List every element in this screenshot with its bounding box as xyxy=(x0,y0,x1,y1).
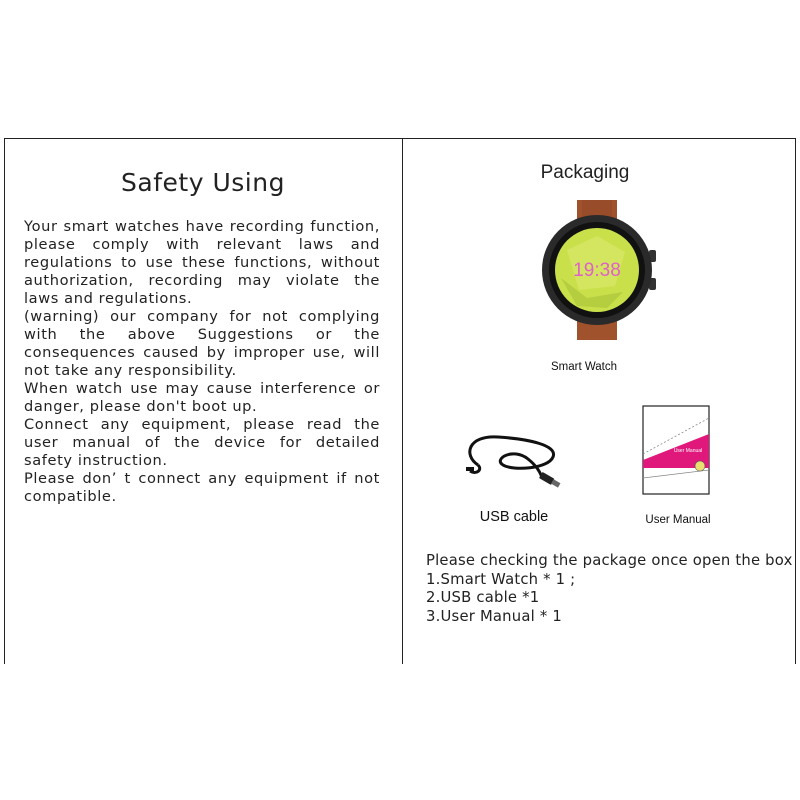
watch-time: 19:38 xyxy=(573,260,621,281)
user-manual-caption: User Manual xyxy=(645,514,711,526)
manual-cover-text: User Manual xyxy=(673,448,703,454)
usb-cable-image xyxy=(458,425,568,493)
safety-paragraph: Please don’ t connect any equipment if not compatible. xyxy=(24,470,380,505)
packaging-title: Packaging xyxy=(540,162,630,183)
smart-watch-caption: Smart Watch xyxy=(550,361,618,373)
safety-text xyxy=(24,218,380,506)
safety-paragraph: Your smart watches have recording function, please comply with relevant laws and regulations to use these functions, without authorization, recording may violate the laws and regulations. xyxy=(24,218,380,307)
safety-paragraph: (warning) our company for not complying with the above Suggestions or the consequences caused by improper use, will not take any responsibility. xyxy=(24,308,380,379)
package-item: 1.Smart Watch * 1 ; xyxy=(426,570,576,588)
usb-cable-caption: USB cable xyxy=(479,509,549,525)
column-divider xyxy=(402,138,403,664)
package-intro: Please checking the package once open the box xyxy=(426,552,793,569)
safety-paragraph: When watch use may cause interference or danger, please don't boot up. xyxy=(24,380,380,415)
package-item: 3.User Manual * 1 xyxy=(426,607,562,625)
package-checklist xyxy=(426,552,793,626)
safety-paragraph: Connect any equipment, please read the user manual of the device for detailed safety instruction. xyxy=(24,416,380,469)
package-item: 2.USB cable *1 xyxy=(426,589,540,606)
smart-watch-image xyxy=(537,200,657,340)
safety-title: Safety Using xyxy=(121,168,285,197)
user-manual-image xyxy=(638,404,714,498)
